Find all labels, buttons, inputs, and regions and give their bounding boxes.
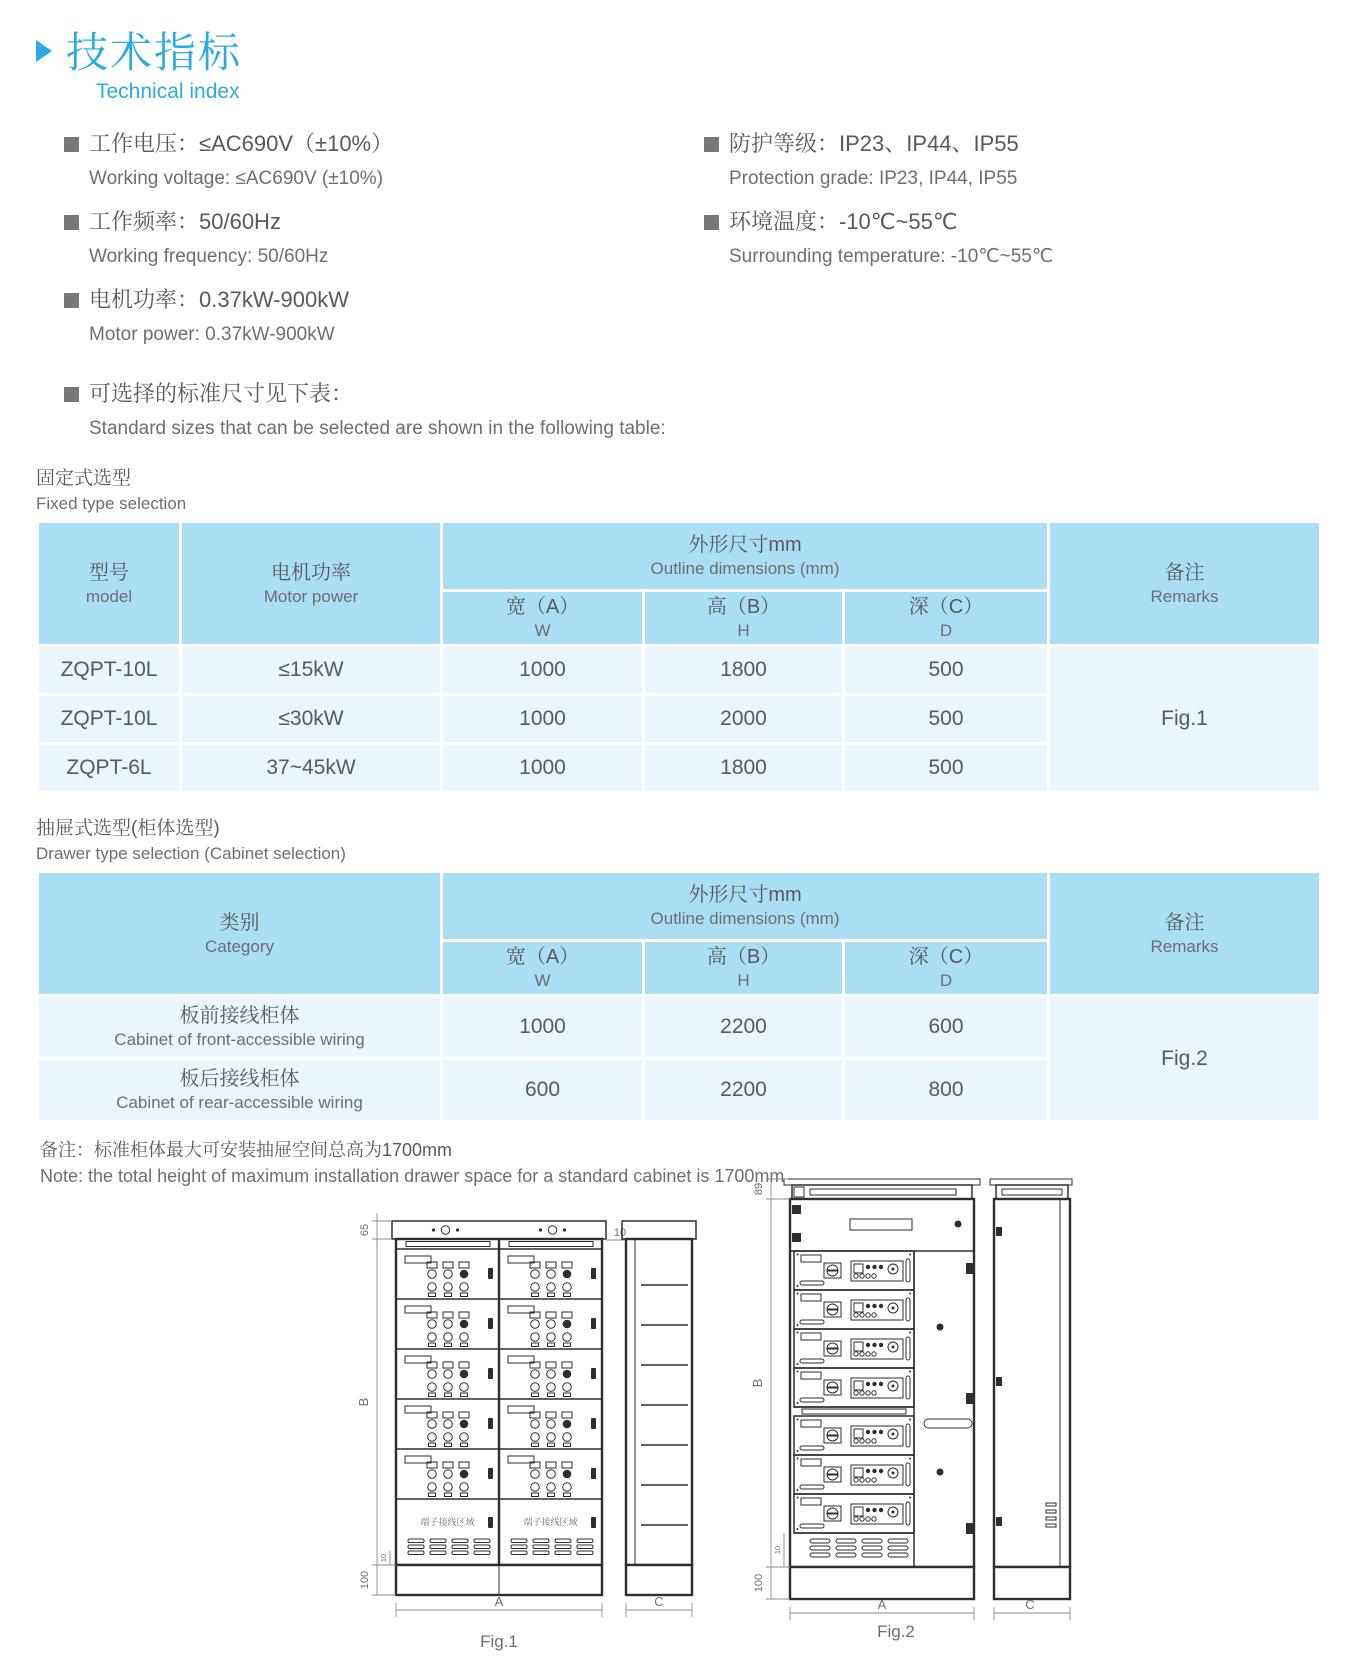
width-cell: 1000 (443, 997, 642, 1057)
bullet-square-icon (64, 387, 79, 402)
height-cell: 2200 (645, 997, 842, 1057)
dimension-label-100: 100 (359, 1570, 371, 1590)
spec-working-frequency (64, 206, 704, 272)
terminal-area-label: 端子接线区域 (420, 1517, 475, 1527)
spec-en-text: Working frequency: 50/60Hz (89, 246, 329, 267)
category-cell: 板后接线柜体 Cabinet of rear-accessible wiring (39, 1060, 440, 1120)
spec-list (64, 128, 1322, 362)
depth-cell: 500 (845, 696, 1047, 742)
height-cell: 1800 (645, 745, 842, 791)
depth-cell: 500 (845, 745, 1047, 791)
category-cell: 板前接线柜体 Cabinet of front-accessible wiring (39, 997, 440, 1057)
width-cell: 1000 (443, 696, 642, 742)
spec-en-text: Motor power: 0.37kW-900kW (89, 324, 335, 345)
col-header-model: 型号 model (39, 523, 179, 644)
drawer-section-label (36, 816, 1322, 866)
drawer-type-table (36, 870, 1322, 1123)
power-cell: ≤30kW (182, 696, 440, 742)
fixed-section-label (36, 466, 1322, 516)
figure-fig1 (344, 1207, 704, 1660)
spec-en-text: Standard sizes that can be selected are shown in the following table: (89, 418, 666, 439)
figure-fig2 (728, 1167, 1078, 1647)
dimension-label-10-small: 10 (379, 1553, 388, 1563)
width-cell: 600 (443, 1060, 642, 1120)
spec-cn-text: 防护等级：IP23、IP44、IP55 (729, 131, 1019, 156)
spec-table-intro (64, 378, 1322, 444)
spec-cn-text: 工作频率：50/60Hz (89, 209, 281, 234)
dimension-label-C: C (654, 1594, 664, 1609)
note-cn: 备注：标准柜体最大可安装抽屉空间总高为1700mm (40, 1140, 453, 1160)
dimension-label-C: C (1025, 1597, 1035, 1612)
spec-column-left (64, 128, 704, 362)
bullet-square-icon (64, 293, 79, 308)
dimension-label-B: B (750, 1378, 765, 1388)
col-header-remarks: 备注 Remarks (1050, 873, 1319, 994)
spec-surrounding-temperature (704, 206, 1322, 272)
col-header-outline-dimensions: 外形尺寸mm Outline dimensions (mm) (443, 523, 1047, 589)
dimension-label-10-small: 10 (773, 1545, 782, 1555)
bullet-square-icon (64, 137, 79, 152)
fig1-caption: Fig.1 (480, 1632, 518, 1651)
spec-cn-text: 可选择的标准尺寸见下表： (89, 381, 354, 406)
note-en: Note: the total height of maximum installation drawer space for a standard cabinet is 1700mm (40, 1166, 785, 1186)
col-header-width: 宽（A） W (443, 942, 642, 994)
bullet-square-icon (704, 215, 719, 230)
spec-column-right (704, 128, 1322, 362)
spec-cn-text: 电机功率：0.37kW-900kW (89, 287, 349, 312)
col-header-depth: 深（C） D (845, 592, 1047, 644)
fig2-drawing (728, 1167, 1078, 1642)
spec-motor-power (64, 284, 704, 350)
col-header-depth: 深（C） D (845, 942, 1047, 994)
section-arrow-icon (36, 40, 52, 62)
section-label-en: Fixed type selection (36, 494, 187, 513)
section-label-cn: 固定式选型 (36, 468, 132, 489)
power-cell: ≤15kW (182, 647, 440, 693)
remark-cell: Fig.1 (1050, 647, 1319, 791)
spec-en-text: Working voltage: ≤AC690V (±10%) (89, 168, 384, 189)
spec-protection-grade (704, 128, 1322, 194)
col-header-remarks: 备注 Remarks (1050, 523, 1319, 644)
page-title-row (36, 30, 1322, 104)
figures-row (344, 1182, 1322, 1660)
col-header-category: 类别 Category (39, 873, 440, 994)
col-header-width: 宽（A） W (443, 592, 642, 644)
spec-working-voltage (64, 128, 704, 194)
table-note (36, 1137, 1322, 1189)
page-title: 技术指标 (66, 29, 243, 76)
dimension-label-65: 65 (359, 1223, 371, 1237)
height-cell: 2000 (645, 696, 842, 742)
spec-cn-text: 环境温度：-10℃~55℃ (729, 209, 958, 234)
model-cell: ZQPT-10L (39, 647, 179, 693)
dimension-label-A: A (877, 1597, 887, 1612)
model-cell: ZQPT-10L (39, 696, 179, 742)
table-row (39, 647, 1319, 693)
page-subtitle: Technical index (96, 80, 240, 103)
depth-cell: 500 (845, 647, 1047, 693)
depth-cell: 600 (845, 997, 1047, 1057)
table-row (39, 997, 1319, 1057)
height-cell: 2200 (645, 1060, 842, 1120)
bullet-square-icon (64, 215, 79, 230)
bullet-square-icon (704, 137, 719, 152)
width-cell: 1000 (443, 647, 642, 693)
dimension-label-89: 89 (753, 1182, 765, 1196)
col-header-motor-power: 电机功率 Motor power (182, 523, 440, 644)
spec-en-text: Surrounding temperature: -10℃~55℃ (729, 246, 1054, 267)
fig2-caption: Fig.2 (877, 1622, 915, 1641)
dimension-label-100: 100 (753, 1573, 765, 1593)
power-cell: 37~45kW (182, 745, 440, 791)
section-label-en: Drawer type selection (Cabinet selection) (36, 844, 346, 863)
spec-cn-text: 工作电压：≤AC690V（±10%） (89, 131, 394, 156)
remark-cell: Fig.2 (1050, 997, 1319, 1120)
col-header-height: 高（B） H (645, 592, 842, 644)
section-label-cn: 抽屉式选型(柜体选型) (36, 818, 220, 839)
spec-en-text: Protection grade: IP23, IP44, IP55 (729, 168, 1018, 189)
terminal-area-label: 端子接线区域 (523, 1517, 578, 1527)
height-cell: 1800 (645, 647, 842, 693)
col-header-outline-dimensions: 外形尺寸mm Outline dimensions (mm) (443, 873, 1047, 939)
model-cell: ZQPT-6L (39, 745, 179, 791)
dimension-label-10: 10 (613, 1227, 627, 1239)
dimension-label-A: A (494, 1594, 504, 1609)
fixed-type-table (36, 520, 1322, 794)
dimension-label-B: B (356, 1397, 371, 1407)
width-cell: 1000 (443, 745, 642, 791)
col-header-height: 高（B） H (645, 942, 842, 994)
depth-cell: 800 (845, 1060, 1047, 1120)
fig1-drawing (344, 1207, 704, 1655)
